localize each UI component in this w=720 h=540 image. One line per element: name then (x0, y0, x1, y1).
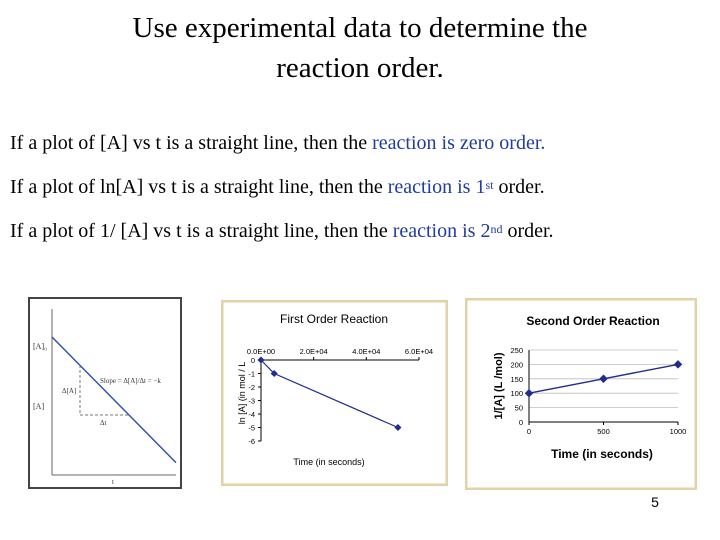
rule-zero-order-result: reaction is zero order. (372, 132, 546, 154)
first-order-y-tick-label: -4 (248, 410, 255, 419)
first-order-x-tick-label: 6.0E+04 (404, 347, 434, 356)
first-order-x-tick-label: 2.0E+04 (299, 347, 328, 356)
first-order-x-tick-label: 4.0E+04 (352, 347, 381, 356)
rule-first-order-prefix: If a plot of ln[A] vs t is a straight line, then the (10, 176, 388, 198)
second-order-y-tick-label: 0 (518, 418, 523, 427)
zero-order-delta-t-label: Δt (100, 419, 107, 427)
zero-order-initial-label: [A]₀ (33, 342, 47, 351)
first-order-y-tick-label: -1 (248, 369, 255, 379)
first-order-title: First Order Reaction (279, 312, 389, 326)
rule-first-order-result (388, 176, 494, 198)
first-order-y-tick-label: -5 (248, 423, 255, 433)
rule-second-order (10, 219, 554, 243)
rule-first-order-sup: st (485, 178, 494, 192)
rule-second-order-result (393, 220, 503, 242)
second-order-y-tick-label: 50 (514, 403, 523, 413)
second-order-x-tick-label: 0 (526, 427, 532, 436)
zero-order-slope-label: Slope = Δ[A]/Δt = −k (100, 377, 161, 385)
zero-order-delta-a-label: Δ[A] (62, 387, 77, 395)
first-order-y-label: ln [A] (in mol / L (237, 361, 247, 425)
second-order-y-tick-label: 250 (510, 346, 523, 355)
second-order-y-tick-label: 150 (510, 374, 523, 384)
first-order-svg (221, 300, 448, 486)
second-order-chart (465, 298, 697, 490)
zero-order-graph (28, 297, 182, 489)
rule-first-order (10, 175, 545, 199)
slide-title (0, 8, 720, 88)
slide-title-line-1: Use experimental data to determine the (132, 12, 588, 44)
rule-first-order-result-pre: reaction is 1 (387, 176, 486, 198)
first-order-y-tick-label: -3 (248, 396, 255, 406)
rule-zero-order-prefix: If a plot of [A] vs t is a straight line, then the (10, 132, 373, 154)
rule-second-order-prefix: If a plot of 1/ [A] vs t is a straight line, then the (10, 220, 393, 242)
rule-first-order-result-post: order. (493, 176, 545, 198)
slide-title-line-2: reaction order. (276, 52, 444, 84)
second-order-x-label: Time (in seconds) (551, 447, 653, 461)
second-order-svg (465, 298, 697, 490)
second-order-x-tick-label: 1000 (669, 427, 687, 436)
first-order-x-label: Time (in seconds) (293, 457, 365, 467)
first-order-x-tick-label: 0.0E+00 (246, 347, 276, 356)
first-order-y-tick-label: -6 (248, 437, 255, 446)
first-order-chart (221, 300, 448, 486)
zero-order-x-label: t (112, 478, 114, 486)
second-order-y-tick-label: 200 (510, 360, 523, 370)
second-order-title: Second Order Reaction (526, 314, 660, 328)
zero-order-y-label: [A] (33, 402, 45, 411)
rule-second-order-sup: nd (490, 222, 503, 236)
second-order-y-label: 1/[A] (L /mol) (493, 352, 505, 420)
first-order-y-tick-label: -2 (248, 383, 255, 392)
page-number: 5 (651, 494, 659, 510)
rule-zero-order (10, 131, 545, 155)
first-order-y-tick-label: 0 (250, 356, 255, 365)
second-order-x-tick-label: 500 (597, 427, 610, 436)
zero-order-svg (28, 297, 182, 489)
rule-second-order-result-pre: reaction is 2 (392, 220, 491, 242)
second-order-y-tick-label: 100 (510, 389, 523, 399)
rule-second-order-result-post: order. (502, 220, 554, 242)
